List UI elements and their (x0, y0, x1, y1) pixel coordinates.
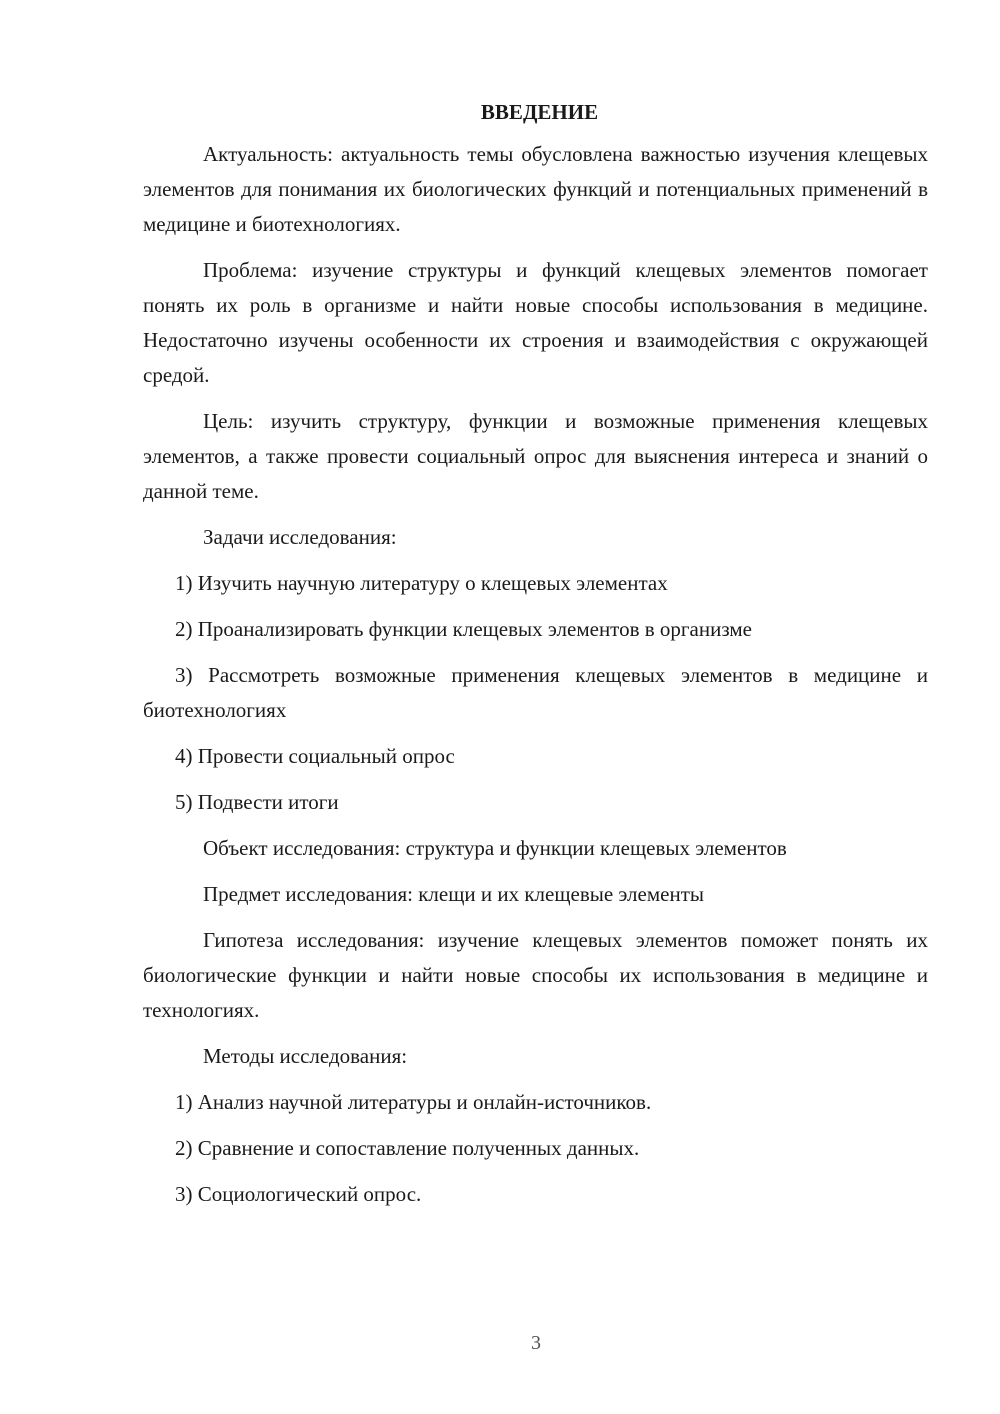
paragraph-methods-title: Методы исследования: (203, 1044, 408, 1068)
method-item-2: 2) Сравнение и сопоставление полученных данных. (175, 1136, 640, 1160)
paragraph-relevance: Актуальность: актуальность темы обусловлена важностью изучения клещевых элементов для понимания их биологических функций и потенциальных применений в медицине и биотехнологиях. (143, 142, 928, 236)
page-number: 3 (531, 1332, 541, 1354)
paragraph-problem: Проблема: изучение структуры и функций клещевых элементов помогает понять их роль в организме и найти новые способы использования в медицине. Недостаточно изучены особенности их строения и взаимодействия с окружающей средой. (143, 258, 928, 387)
paragraph-subject: Предмет исследования: клещи и их клещевые элементы (203, 882, 704, 906)
task-item-2: 2) Проанализировать функции клещевых элементов в организме (175, 617, 752, 641)
task-item-5: 5) Подвести итоги (175, 790, 339, 814)
paragraph-goal: Цель: изучить структуру, функции и возможные применения клещевых элементов, а также провести социальный опрос для выяснения интереса и знаний о данной теме. (143, 409, 928, 503)
paragraph-hypothesis: Гипотеза исследования: изучение клещевых элементов поможет понять их биологические функции и найти новые способы их использования в медицине и технологиях. (143, 928, 928, 1022)
page-content (143, 95, 928, 1223)
task-item-3: 3) Рассмотреть возможные применения клещевых элементов в медицине и биотехнологиях (143, 663, 928, 722)
method-item-1: 1) Анализ научной литературы и онлайн-источников. (175, 1090, 652, 1114)
paragraph-object: Объект исследования: структура и функции клещевых элементов (203, 836, 787, 860)
section-heading: ВВЕДЕНИЕ (480, 100, 599, 124)
paragraph-tasks-title: Задачи исследования: (203, 525, 397, 549)
task-item-1: 1) Изучить научную литературу о клещевых элементах (175, 571, 668, 595)
task-item-4: 4) Провести социальный опрос (175, 744, 455, 768)
method-item-3: 3) Социологический опрос. (175, 1182, 422, 1206)
